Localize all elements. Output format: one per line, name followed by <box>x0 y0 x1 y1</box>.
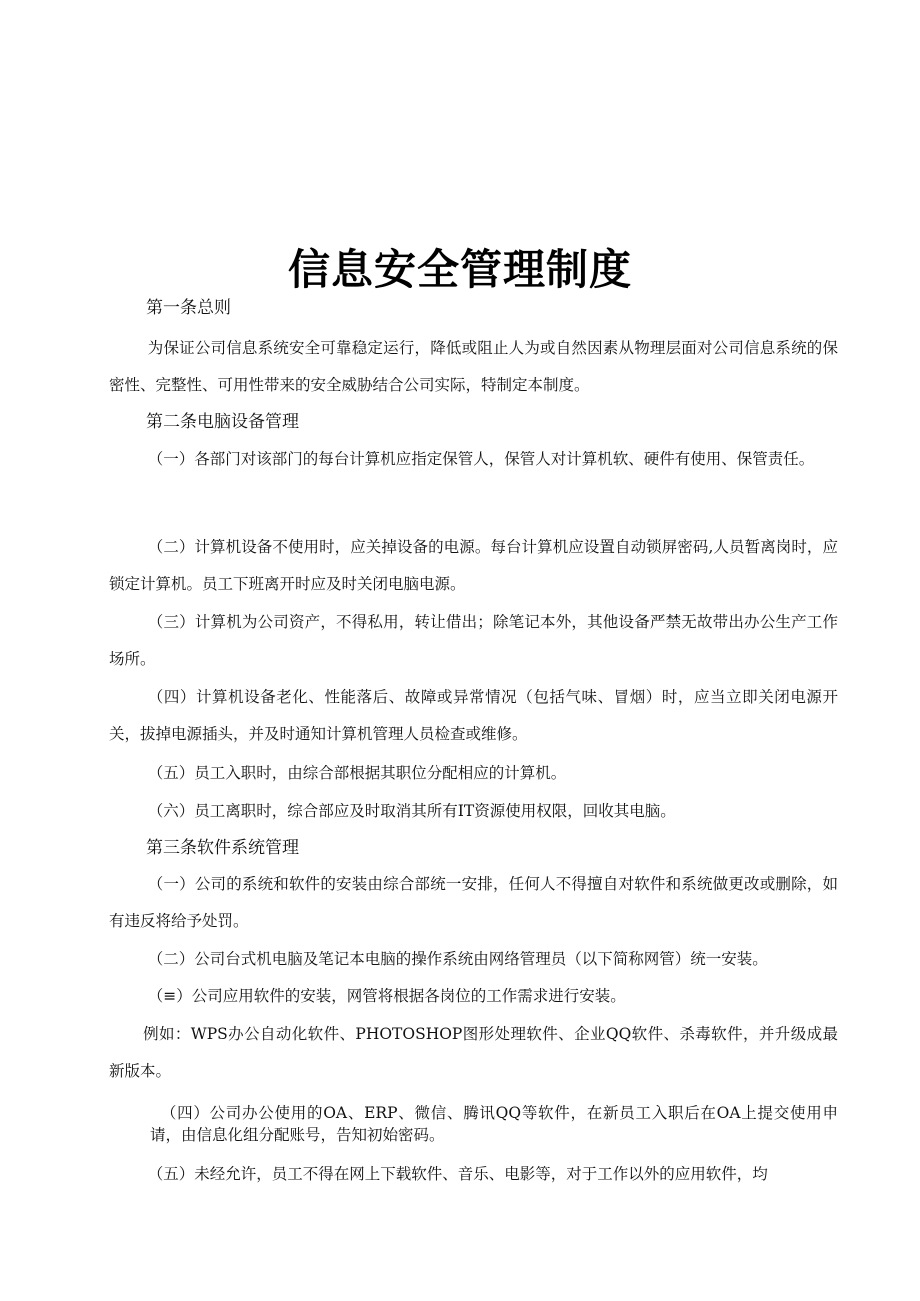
paragraph-software-item-1: （一）公司的系统和软件的安装由综合部统一安排，任何人不得擅自对软件和系统做更改或删除，如有违反将给予处罚。 <box>109 875 838 930</box>
paragraph-equipment-item-3: （三）计算机为公司资产，不得私用，转让借出；除笔记本外，其他设备严禁无故带出办公生产工作场所。 <box>109 613 838 668</box>
section-heading-general: 第一条总则 <box>146 298 231 318</box>
section-heading-software-systems: 第三条软件系统管理 <box>146 838 299 858</box>
paragraph-software-item-4: （四）公司办公使用的OA、ERP、微信、腾讯QQ等软件，在新员工入职后在OA上提交使用申请，由信息化组分配账号，告知初始密码。 <box>150 1104 838 1144</box>
paragraph-software-example: 例如：WPS办公自动化软件、PHOTOSHOP图形处理软件、企业QQ软件、杀毒软件，并升级成最新版本。 <box>109 1025 838 1080</box>
paragraph-equipment-item-4: （四）计算机设备老化、性能落后、故障或异常情况（包括气味、冒烟）时，应当立即关闭电源开关，拔掉电源插头，并及时通知计算机管理人员检查或维修。 <box>109 688 838 743</box>
paragraph-equipment-item-2: （二）计算机设备不使用时，应关掉设备的电源。每台计算机应设置自动锁屏密码,人员暂离岗时，应锁定计算机。员工下班离开时应及时关闭电脑电源。 <box>109 538 838 593</box>
paragraph-software-item-3: （≡）公司应用软件的安装，网管将根据各岗位的工作需求进行安装。 <box>147 987 626 1005</box>
paragraph-equipment-item-5: （五）员工入职时，由综合部根据其职位分配相应的计算机。 <box>147 764 567 782</box>
paragraph-equipment-item-1: （一）各部门对该部门的每台计算机应指定保管人，保管人对计算机软、硬件有使用、保管责任。 <box>147 450 815 468</box>
section-heading-computer-equipment: 第二条电脑设备管理 <box>146 412 299 432</box>
paragraph-software-item-2: （二）公司台式机电脑及笔记本电脑的操作系统由网络管理员（以下简称网管）统一安装。 <box>147 950 768 968</box>
paragraph-equipment-item-6: （六）员工离职时，综合部应及时取消其所有IT资源使用权限，回收其电脑。 <box>147 802 676 820</box>
document-title: 信息安全管理制度 <box>287 245 632 295</box>
paragraph-general-purpose: 为保证公司信息系统安全可靠稳定运行，降低或阻止人为或自然因素从物理层面对公司信息系统的保密性、完整性、可用性带来的安全威胁结合公司实际，特制定本制度。 <box>109 339 838 394</box>
paragraph-software-item-5: （五）未经允许，员工不得在网上下载软件、音乐、电影等，对于工作以外的应用软件，均 <box>147 1165 768 1183</box>
